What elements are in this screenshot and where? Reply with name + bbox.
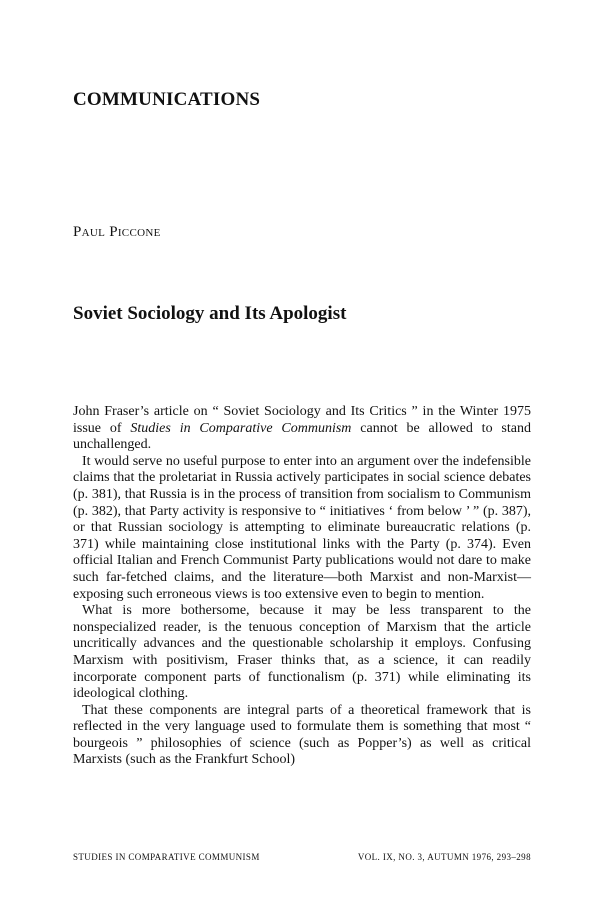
paragraph-4: That these components are integral parts of a theoretical framework that is reflected in the very language used to formulate them is something that most “ bourgeois ” philosophies of science (such as Popper’s) as well as critical Marxists (such as the Frankfurt School)	[73, 702, 531, 768]
journal-name-italic: Studies in Comparative Communism	[130, 420, 352, 436]
page-footer	[73, 852, 531, 862]
paragraph-1-after: cannot be allowed to stand unchallenged.	[73, 420, 531, 453]
author-name: Paul Piccone	[73, 224, 161, 240]
footer-issue: VOL. IX, NO. 3, AUTUMN 1976, 293–298	[357, 852, 531, 862]
article-title: Soviet Sociology and Its Apologist	[73, 303, 347, 324]
paragraph-1	[73, 404, 531, 454]
paragraph-2: It would serve no useful purpose to enter into an argument over the indefensible claims that the proletariat in Russia actively participates in social science debates (p. 381), that Russia is in the process of transition from socialism to Communism (p. 382), that Party activity is responsive to “ initiatives ‘ from below ’ ” (p. 387), or that Russian sociology is attempting to eliminate bureaucratic relations (p. 371) while maintaining close institutional links with the Party (p. 374). Even official Italian and French Communist Party publications would not dare to make such far-fetched claims, and the literature—both Marxist and non-Marxist—exposing such erroneous views is too extensive even to begin to mention.	[73, 453, 531, 602]
footer-journal: STUDIES IN COMPARATIVE COMMUNISM	[73, 852, 260, 862]
article-body	[73, 404, 531, 769]
section-heading: COMMUNICATIONS	[73, 89, 261, 110]
paragraph-3: What is more bothersome, because it may be less transparent to the nonspecialized reader, is the tenuous conception of Marxism that the article uncritically advances and the questionable scholarship it employs. Confusing Marxism with positivism, Fraser thinks that, as a science, it can readily incorporate component parts of functionalism (p. 371) while eliminating its ideological clothing.	[73, 603, 531, 702]
paragraph-1-before: John Fraser’s article on “ Soviet Sociology and Its Critics ” in the Winter 1975 issue of	[73, 404, 531, 436]
